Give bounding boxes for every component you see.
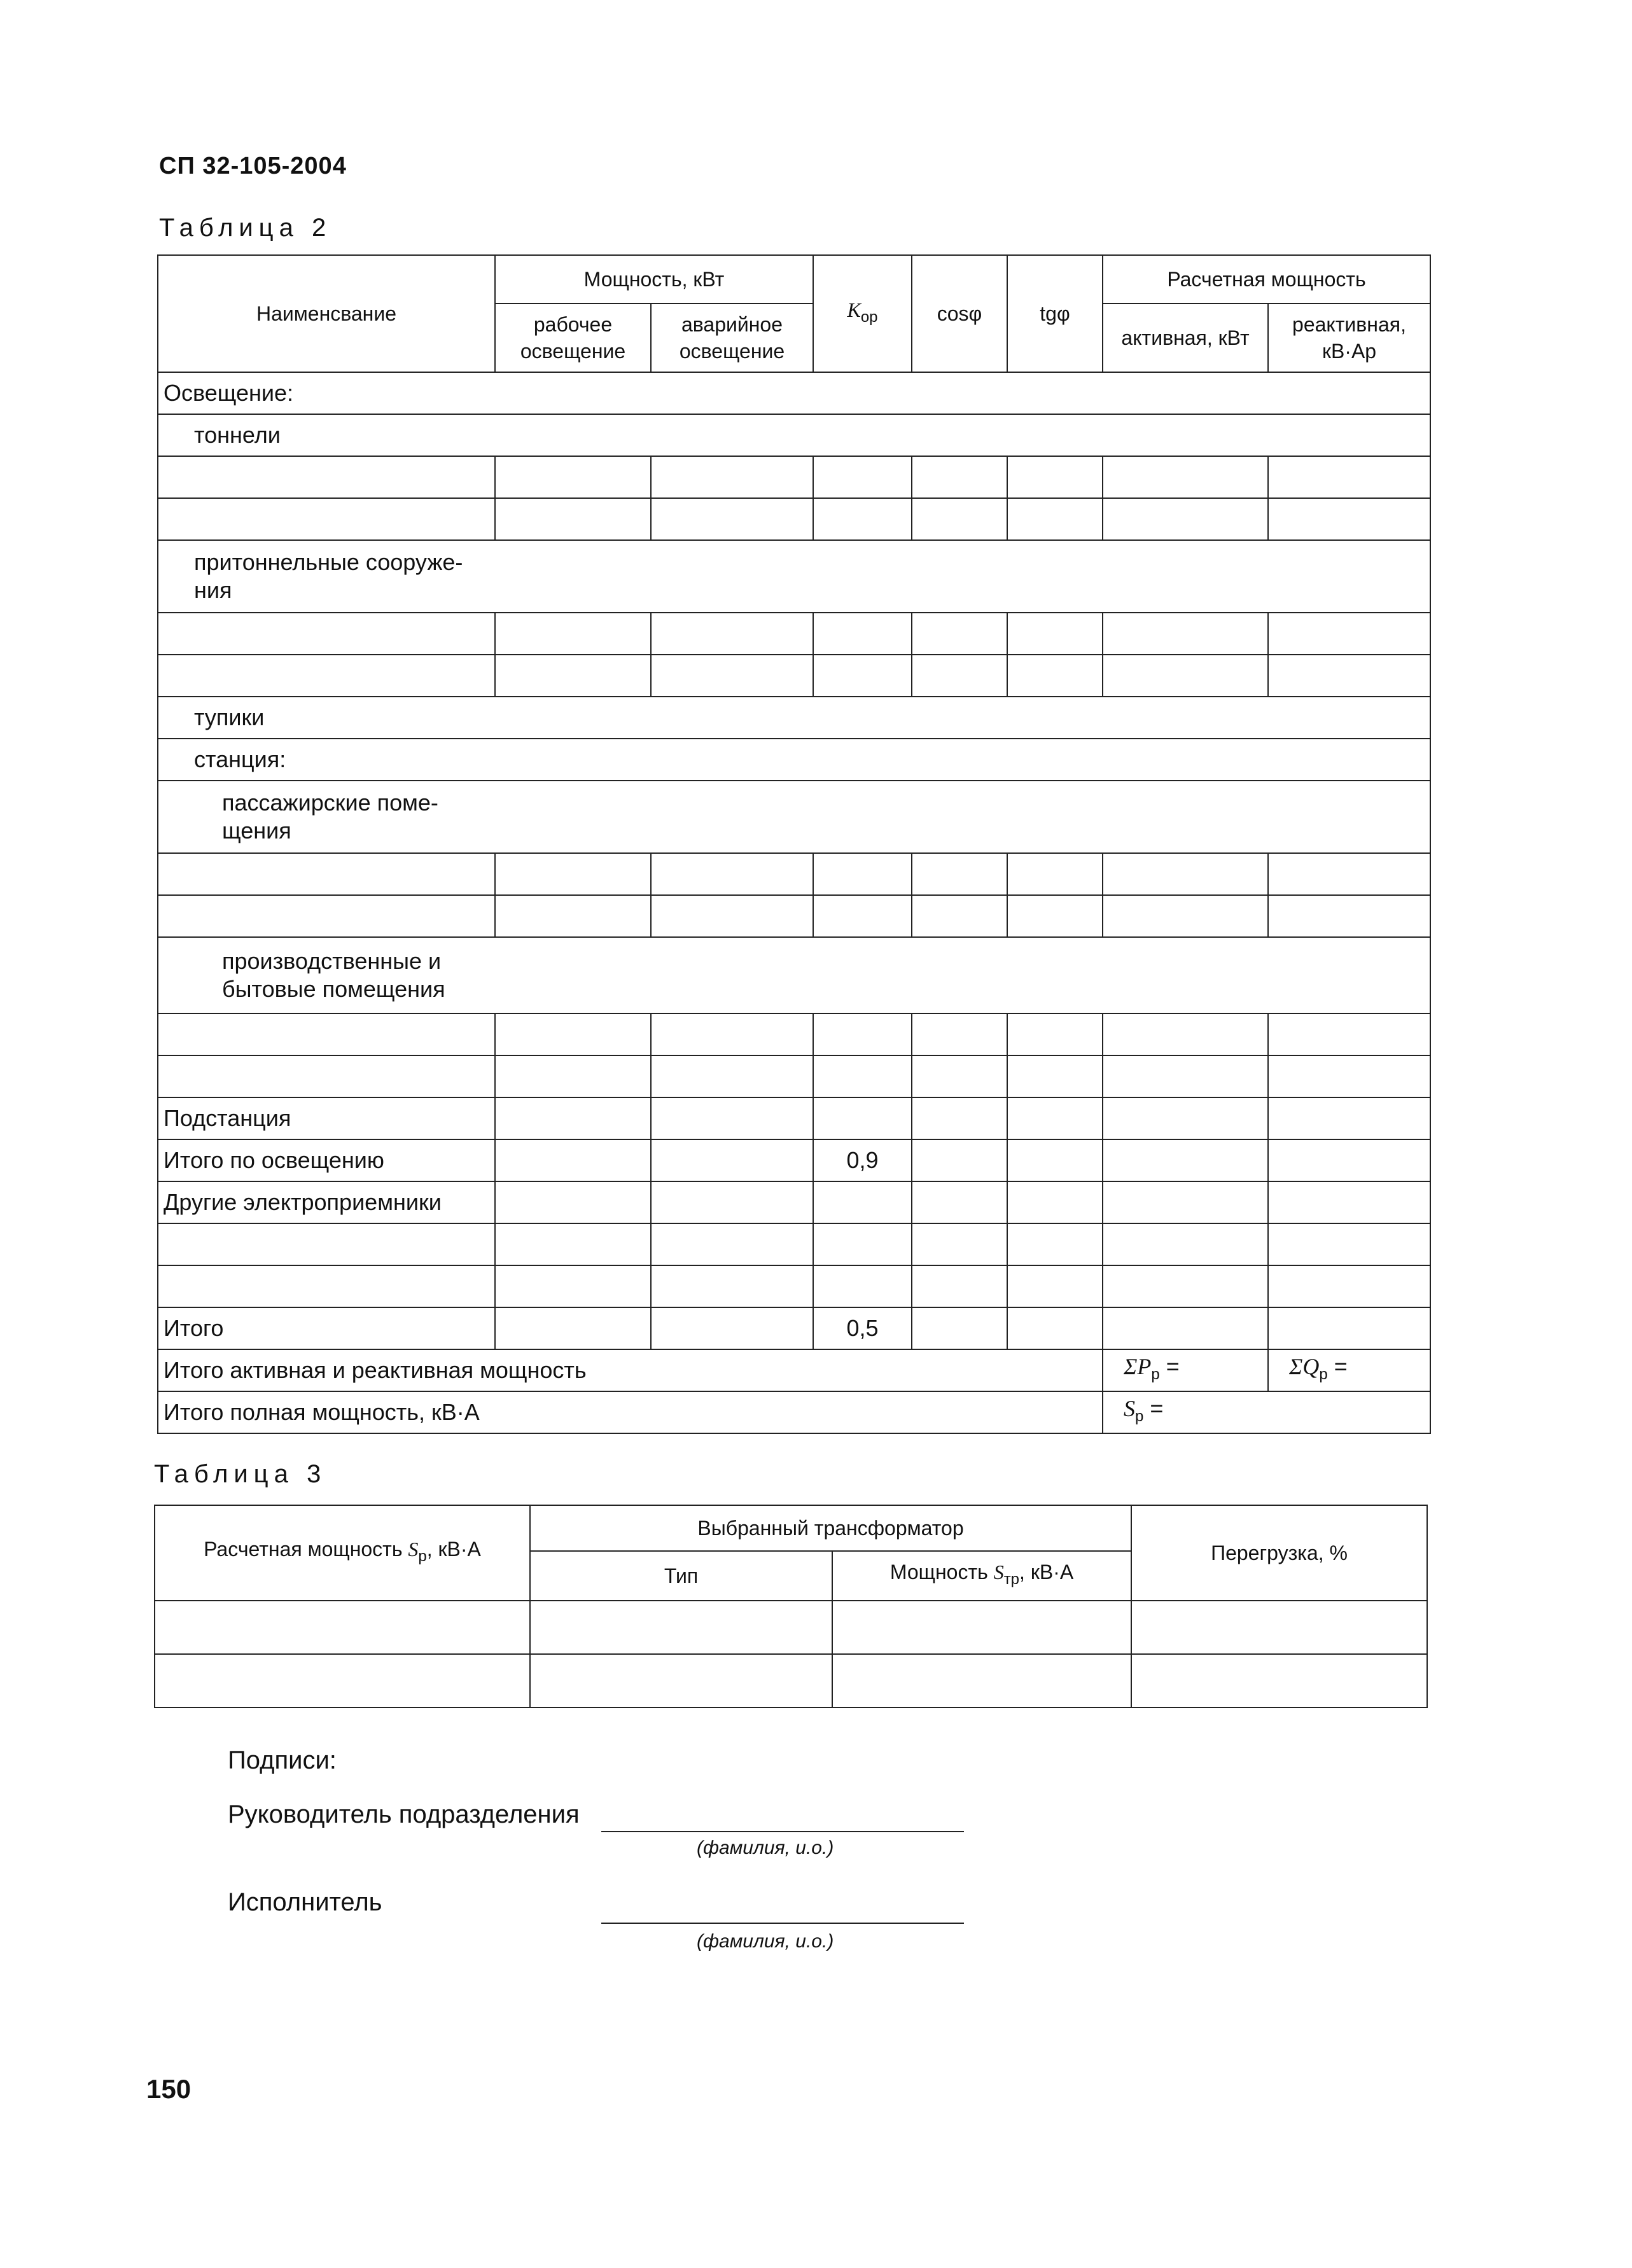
sum-active (1103, 1349, 1268, 1391)
table-row (158, 456, 1430, 498)
t3-header-power (832, 1551, 1131, 1601)
table-row (155, 1601, 1427, 1654)
total-lighting-kor: 0,9 (813, 1139, 912, 1181)
table-row (158, 895, 1430, 937)
header-kor (813, 255, 912, 372)
total-full-value (1103, 1391, 1430, 1433)
header-active: активная, кВт (1103, 303, 1268, 372)
t3-header-calc-power (155, 1505, 530, 1601)
row-near-tunnel-text: притоннельные сооруже-ния (194, 549, 463, 603)
s-p-sub: р (1135, 1407, 1144, 1425)
signature-head-label: Руководитель подразделения (228, 1800, 580, 1828)
row-substation: Подстанция (158, 1097, 495, 1139)
t3-calc-sym: S (408, 1538, 419, 1561)
table2-caption: Таблица 2 (159, 214, 332, 242)
table3 (154, 1505, 1428, 1708)
table-row (158, 1223, 1430, 1265)
s-p-eq: = (1150, 1395, 1164, 1421)
kor-subscript: ор (860, 309, 878, 326)
t3-header-overload: Перегрузка, % (1131, 1505, 1427, 1601)
signature-executor-label: Исполнитель (228, 1888, 382, 1916)
table-row (158, 613, 1430, 655)
row-passenger-text: пассажирские поме-щения (222, 790, 438, 844)
row-passenger (158, 781, 1430, 853)
table-row (158, 498, 1430, 540)
header-name: Наименсвание (158, 255, 495, 372)
row-total-lighting: Итого по освещению (158, 1139, 495, 1181)
sum-reactive (1268, 1349, 1430, 1391)
table-row (158, 1013, 1430, 1055)
sum-p-sub: р (1151, 1365, 1160, 1383)
signature-head-hint: (фамилия, и.о.) (697, 1837, 834, 1858)
header-cos: cosφ (912, 255, 1007, 372)
signature-executor-hint: (фамилия, и.о.) (697, 1931, 834, 1952)
t3-power-sym: S (993, 1561, 1004, 1583)
kor-symbol: K (847, 298, 861, 321)
table-row (158, 853, 1430, 895)
header-calc-power: Расчетная мощность (1103, 255, 1430, 303)
total-kor: 0,5 (813, 1307, 912, 1349)
row-near-tunnel (158, 540, 1430, 613)
header-reactive: реактивная, кВ·Ар (1268, 303, 1430, 372)
row-total-full: Итого полная мощность, кВ·А (158, 1391, 1103, 1433)
signature-head-line (601, 1831, 964, 1832)
t3-calc-post: , кВ·А (426, 1538, 481, 1561)
sum-q-sub: р (1319, 1365, 1328, 1383)
header-power: Мощность, кВт (495, 255, 813, 303)
row-production (158, 937, 1430, 1013)
sum-p-symbol: ΣP (1124, 1353, 1152, 1379)
row-total-active-reactive: Итого активная и реактивная мощность (158, 1349, 1103, 1391)
s-p-symbol: S (1124, 1395, 1135, 1421)
page-number: 150 (146, 2074, 192, 2104)
table-row (158, 655, 1430, 697)
signature-executor-line (601, 1923, 964, 1924)
header-working: рабочее освещение (495, 303, 651, 372)
t3-header-chosen: Выбранный трансформатор (530, 1505, 1131, 1551)
t3-header-type: Тип (530, 1551, 832, 1601)
row-lighting: Освещение: (158, 372, 1430, 414)
sum-p-eq: = (1166, 1353, 1180, 1379)
row-station: станция: (158, 739, 1430, 781)
table-row (155, 1654, 1427, 1708)
signatures-title: Подписи: (228, 1746, 337, 1774)
document-code: СП 32-105-2004 (159, 153, 347, 179)
row-other: Другие электроприемники (158, 1181, 495, 1223)
row-total: Итого (158, 1307, 495, 1349)
table-row (158, 1055, 1430, 1097)
t3-power-pre: Мощность (889, 1561, 994, 1583)
t3-calc-sub: р (418, 1548, 427, 1565)
header-tg: tgφ (1007, 255, 1103, 372)
row-tunnels: тоннели (158, 414, 1430, 456)
t3-power-post: , кВ·А (1019, 1561, 1074, 1583)
t3-power-sub: тр (1003, 1571, 1020, 1588)
header-emergency: аварийное освещение (651, 303, 813, 372)
sum-q-eq: = (1334, 1353, 1348, 1379)
table3-caption: Таблица 3 (154, 1460, 327, 1488)
table-row (158, 1265, 1430, 1307)
row-deadends: тупики (158, 697, 1430, 739)
table2 (157, 254, 1431, 1434)
sum-q-symbol: ΣQ (1289, 1353, 1320, 1379)
t3-calc-pre: Расчетная мощность (204, 1538, 408, 1561)
row-production-text: производственные и бытовые помещения (222, 948, 445, 1002)
